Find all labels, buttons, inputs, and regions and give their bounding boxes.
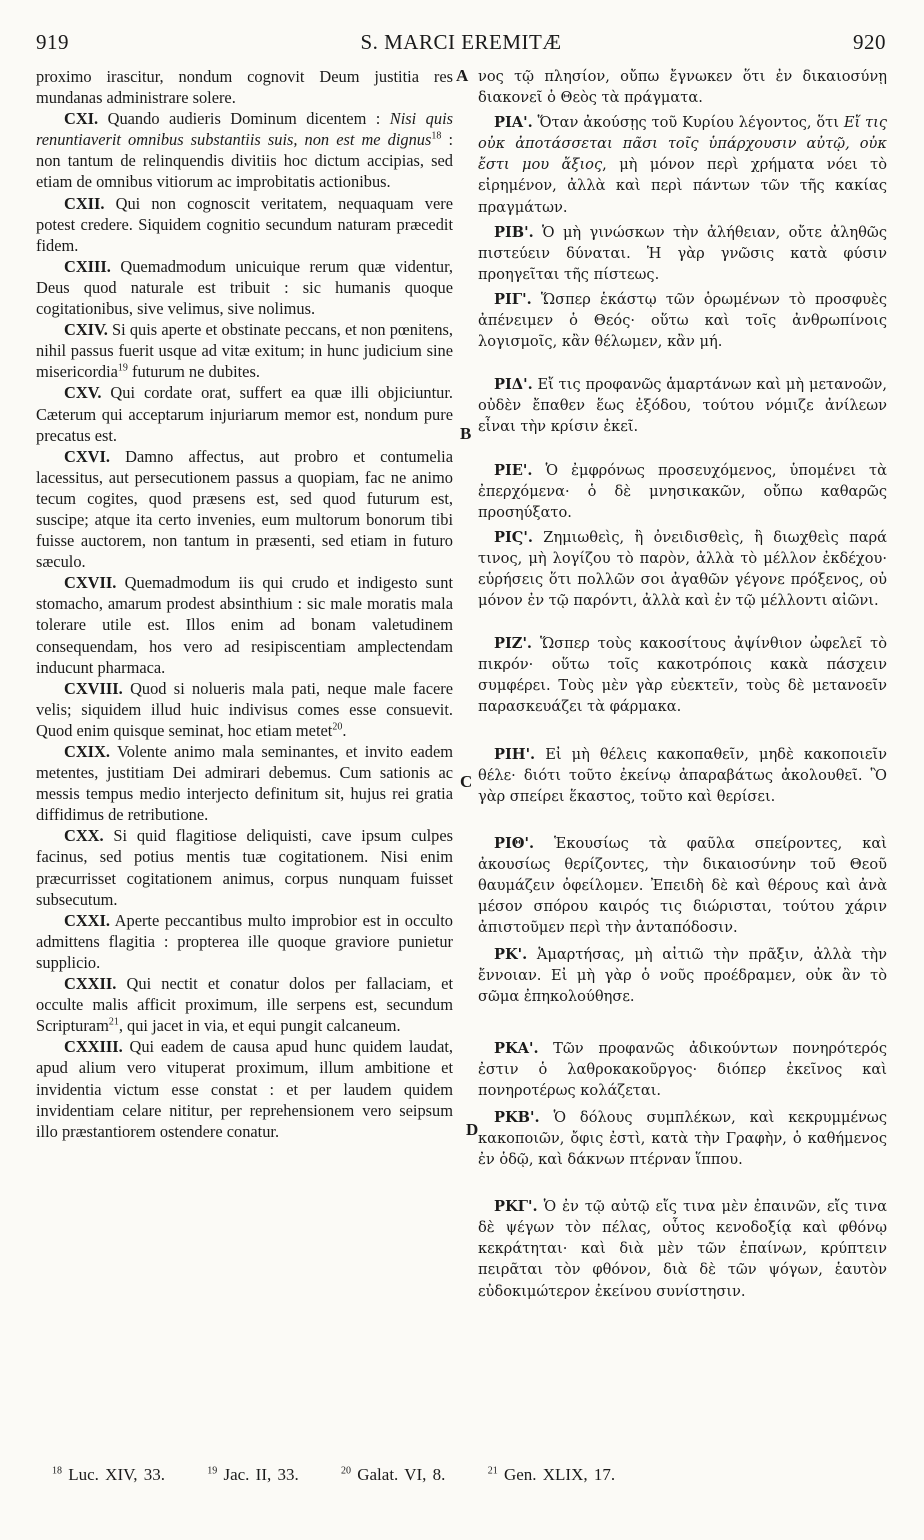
latin-paragraph: CXXII. Qui nectit et conatur dolos per fallaciam, et occulte malis afficit proximum, ille serpens est, secundum Scripturam$^{21}$, qui jacet in via, et equi pungit calcaneum. xyxy=(36,974,453,1036)
greek-paragraph: ΡΙϚ'. Ζημιωθεὶς, ἢ ὀνειδισθεὶς, ἢ διωχθεὶς παρά τινος, μὴ λογίζου τὸ παρὸν, ἀλλὰ τὸ μέλλον ἐκδέχου· εὑρήσεις ὅτι πολλῶν σοι ἀγαθῶν γέγονε πρόξενος, οὐ μόνον ἐν τῷ παρόντι, ἀλλὰ καὶ ἐν τῷ μέλλοντι αἰῶνι. xyxy=(478,528,887,610)
footnotes xyxy=(52,1465,884,1485)
footnote: $^{20}$ Galat. VI, 8. xyxy=(340,1465,446,1484)
latin-paragraph: CXX. Si quid flagitiose deliquisti, cave ipsum culpes facinus, sed potius mentis tuæ cogitationem. Nisi enim præcurrisset cogitationem animus, corpus nunquam fuisset subsecutum. xyxy=(36,826,453,909)
greek-paragraph: ΡΙΑ'. Ὅταν ἀκούσῃς τοῦ Κυρίου λέγοντος, ὅτι Εἴ τις οὐκ ἀποτάσσεται πᾶσι τοῖς ὑπάρχουσιν αὐτῷ, οὐκ ἔστι μου ἄξιος, μὴ μόνον περὶ χρήματα νόει τὸ εἰρημένον, ἀλλὰ καὶ περὶ πάντων τῶν τῆς κακίας πραγμάτων. xyxy=(478,114,888,216)
margin-marker-c: C xyxy=(460,772,473,791)
latin-paragraph: CXII. Qui non cognoscit veritatem, nequaquam vere potest credere. Siquidem cognitio secundum naturam præcedit fidem. xyxy=(36,193,453,255)
page-number-right: 920 xyxy=(853,30,886,54)
footnote: $^{19}$ Jac. II, 33. xyxy=(207,1465,299,1484)
greek-paragraph: νος τῷ πλησίον, οὔπω ἔγνωκεν ὅτι ἐν δικαιοσύνῃ διακονεῖ ὁ Θεὸς τὰ πράγματα. xyxy=(478,68,887,107)
latin-paragraph: CXVI. Damno affectus, aut probro et contumelia lacessitus, aut persecutionem passus a quopiam, fac ne animo tecum cogites, quod præsens est, sed quod futurum est, suscipe; atque ita certo invenies, eum multorum bonorum tibi fuisse auctorem, non tantum in præsenti, sed etiam in futuro sæculo. xyxy=(36,446,453,572)
latin-paragraph: CXVII. Quemadmodum iis qui crudo et indigesto sunt stomacho, amarum prodest absinthium : sic male moratis mala tolerare utile est. Illos enim ad bonam valetudinem consequendam, hos vero ad resipiscentiam amplectendam inducunt pharmaca. xyxy=(36,573,453,677)
page-number-left: 919 xyxy=(36,30,69,54)
running-title: S. MARCI EREMITÆ xyxy=(360,30,562,54)
greek-paragraph: ΡΚΒ'. Ὁ δόλους συμπλέκων, καὶ κεκρυμμένως κακοποιῶν, ὄφις ἐστὶ, κατὰ τὴν Γραφὴν, ὁ καθήμενος ἐν ὁδῷ, καὶ δάκνων πτέρναν ἵππου. xyxy=(478,1108,887,1169)
greek-paragraph: ΡΙΗ'. Εἰ μὴ θέλεις κακοπαθεῖν, μηδὲ κακοποιεῖν θέλε· διότι τοῦτο ἐκείνῳ ἀπαραβάτως ἀκολουθεῖ. Ὃ γὰρ σπείρει ἕκαστος, τοῦτο καὶ θερίσει. xyxy=(478,745,887,805)
margin-marker-b: B xyxy=(460,424,472,443)
latin-paragraph: proximo irascitur, nondum cognovit Deum justitia res mundanas administrare solere. xyxy=(36,67,453,108)
latin-paragraph: CXIV. Si quis aperte et obstinate peccans, et non pœnitens, nihil passus fuerit usque ad vitæ exitum; in hunc judicium sine misericordia$^{19}$ futurum ne dubites. xyxy=(36,320,453,382)
latin-paragraph: CXXI. Aperte peccantibus multo improbior est in occulto admittens flagitia : propterea ille quoque graviore punietur supplicio. xyxy=(36,910,453,972)
greek-paragraph: ΡΙΔ'. Εἴ τις προφανῶς ἁμαρτάνων καὶ μὴ μετανοῶν, οὐδὲν ἔπαθεν ἕως ἐξόδου, τούτου νόμιζε ἀνίλεων εἶναι τὴν κρίσιν ἐκεῖ. xyxy=(478,376,887,436)
footnote: $^{21}$ Gen. XLIX, 17. xyxy=(487,1465,616,1484)
greek-paragraph: ΡΚΑ'. Τῶν προφανῶς ἀδικούντων πονηρότερός ἐστιν ὁ λαθροκακοῦργος· διόπερ ἐκεῖνος καὶ πονηροτέρως κολάζεται. xyxy=(478,1039,887,1099)
latin-paragraph: CXIII. Quemadmodum unicuique rerum quæ videntur, Deus quod naturale est tribuit : sic humanis quoque cogitationibus, sive velimus, sive nolimus. xyxy=(36,256,453,319)
margin-marker-a: A xyxy=(456,66,469,85)
greek-column xyxy=(478,66,887,1302)
latin-paragraph: CXXIII. Qui eadem de causa apud hunc quidem laudat, apud alium vero vituperat proximum, illum ambitione et invidentia victum esse constat : et per laudem quidem invidentiam celare nititur, per reprehensionem vero seipsum illo præstantiorem ostendere conatur. xyxy=(36,1037,453,1141)
footnote: $^{18}$ Luc. XIV, 33. xyxy=(52,1465,165,1484)
greek-paragraph: ΡΙΓ'. Ὥσπερ ἑκάστῳ τῶν ὁρωμένων τὸ προσφυὲς ἀπένειμεν ὁ Θεός· οὕτω καὶ τοῖς ἀνθρωπίνοις λογισμοῖς, κἂν θέλωμεν, κἂν μή. xyxy=(478,290,887,351)
greek-paragraph: ΡΙΖ'. Ὥσπερ τοὺς κακοσίτους ἀψίνθιον ὠφελεῖ τὸ πικρόν· οὕτω τοῖς κακοτρόποις κακὰ πάσχειν συμφέρει. Τοὺς μὲν γὰρ εὐεκτεῖν, τοὺς δὲ μετανοεῖν παρασκευάζει τὰ φάρμακα. xyxy=(478,635,887,716)
greek-paragraph: ΡΚ'. Ἁμαρτήσας, μὴ αἰτιῶ τὴν πρᾶξιν, ἀλλὰ τὴν ἔννοιαν. Εἰ μὴ γὰρ ὁ νοῦς προέδραμεν, οὐκ ἂν τὸ σῶμα ἐπηκολούθησε. xyxy=(478,946,887,1006)
margin-marker-d: D xyxy=(466,1120,479,1139)
greek-paragraph: ΡΙΕ'. Ὁ ἐμφρόνως προσευχόμενος, ὑπομένει τὰ ἐπερχόμενα· ὁ δὲ μνησικακῶν, οὔπω καθαρῶς προσηύξατο. xyxy=(478,461,887,521)
greek-paragraph: ΡΙΘ'. Ἑκουσίως τὰ φαῦλα σπείροντες, καὶ ἀκουσίως θερίζοντες, τὴν δικαιοσύνην τοῦ Θεοῦ θαυμάζειν ὀφείλομεν. Ἐπειδὴ δὲ καὶ θέρους καὶ ἀνὰ μέσον σπόρου καιρός τις διώρισται, τούτου χάριν ἀπιστοῦμεν περὶ τὴν ἀνταπόδοσιν. xyxy=(478,834,887,937)
page-header xyxy=(36,30,886,58)
latin-paragraph: CXIX. Volente animo mala seminantes, et invito eadem metentes, justitiam Dei admirari debemus. Cum sationis ac messis tempus medio interjecto definitum sit, hujus rei gratia diffidimus de retributione. xyxy=(36,742,453,825)
greek-paragraph: ΡΙΒ'. Ὁ μὴ γινώσκων τὴν ἀλήθειαν, οὔτε ἀληθῶς πιστεύειν δύναται. Ἡ γὰρ γνῶσις κατὰ φύσιν προηγεῖται τῆς πίστεως. xyxy=(478,223,887,283)
latin-paragraph: CXV. Qui cordate orat, suffert ea quæ illi objiciuntur. Cæterum qui acceptarum injuriarum memor est, nondum pure precatus est. xyxy=(36,383,453,445)
latin-paragraph: CXI. Quando audieris Dominum dicentem : Nisi quis renuntiaverit omnibus substantiis suis, non est me dignus$^{18}$ : non tantum de relinquendis divitiis hoc dictum accipias, sed etiam de omnibus vitiorum ac improbitatis actionibus. xyxy=(36,109,453,192)
latin-column xyxy=(36,66,453,1142)
greek-paragraph: ΡΚΓ'. Ὁ ἐν τῷ αὐτῷ εἴς τινα μὲν ἐπαινῶν, εἴς τινα δὲ ψέγων τὸν πέλας, οὗτος κενοδοξίᾳ καὶ φθόνῳ κεκράτηται· καὶ διὰ μὲν τῶν ἐπαίνων, κρύπτειν πειρᾶται τὸν φθόνον, διὰ δὲ τῶν ψόγων, ἑαυτὸν εὐδοκιμώτερον ἐκείνου συνίστησιν. xyxy=(478,1198,887,1300)
latin-paragraph: CXVIII. Quod si nolueris mala pati, neque male facere velis; siquidem illud huic indivisus comes esse consuevit. Quod enim quisque seminat, hoc etiam metet$^{20}$. xyxy=(36,678,453,740)
